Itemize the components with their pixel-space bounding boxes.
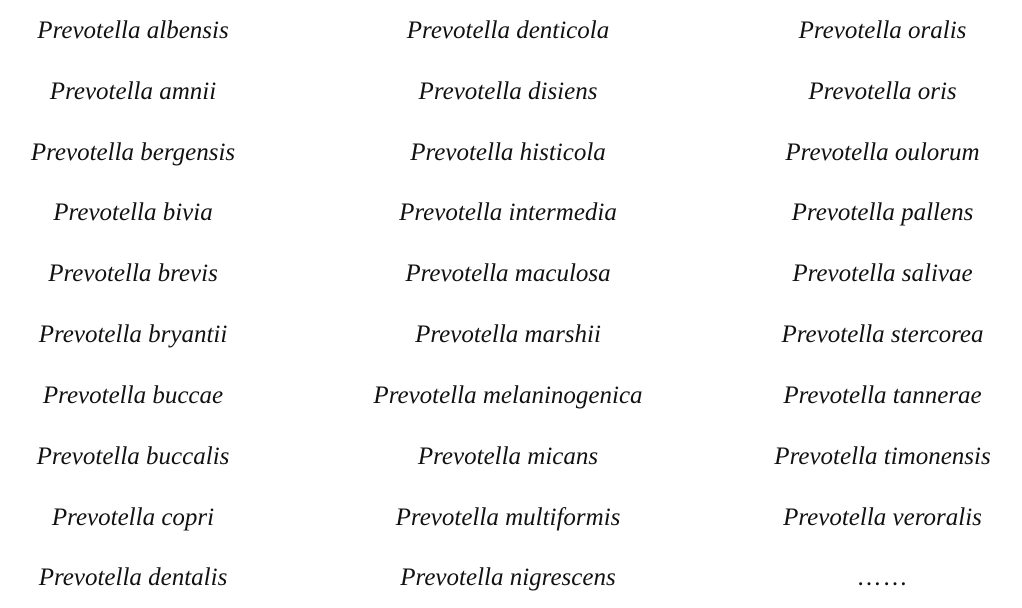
species-name: Prevotella melaninogenica bbox=[373, 382, 643, 409]
species-name: Prevotella copri bbox=[51, 504, 215, 531]
species-name: Prevotella oulorum bbox=[785, 139, 980, 166]
species-name: Prevotella stercorea bbox=[781, 321, 984, 348]
species-column-2 bbox=[355, 0, 661, 608]
species-name: Prevotella maculosa bbox=[405, 260, 611, 287]
species-name: Prevotella micans bbox=[417, 443, 599, 470]
species-name: Prevotella marshii bbox=[415, 321, 601, 348]
species-name: Prevotella dentalis bbox=[38, 564, 228, 591]
species-column-1 bbox=[0, 0, 266, 608]
species-name: Prevotella pallens bbox=[791, 199, 974, 226]
species-name: Prevotella histicola bbox=[410, 139, 606, 166]
species-name: Prevotella oralis bbox=[798, 17, 967, 44]
species-name: Prevotella salivae bbox=[792, 260, 973, 287]
species-name: Prevotella bivia bbox=[53, 199, 213, 226]
species-name: Prevotella amnii bbox=[49, 78, 217, 105]
species-name: Prevotella intermedia bbox=[399, 199, 617, 226]
species-name: Prevotella tannerae bbox=[783, 382, 982, 409]
species-name: Prevotella albensis bbox=[37, 17, 229, 44]
species-name: Prevotella bryantii bbox=[38, 321, 228, 348]
continuation-ellipsis: …… bbox=[856, 564, 909, 591]
species-name: Prevotella oris bbox=[808, 78, 957, 105]
species-column-3 bbox=[750, 0, 1015, 608]
species-name: Prevotella disiens bbox=[418, 78, 598, 105]
species-name: Prevotella buccae bbox=[42, 382, 224, 409]
species-name: Prevotella multiformis bbox=[395, 504, 621, 531]
species-name: Prevotella bergensis bbox=[30, 139, 236, 166]
species-name: Prevotella denticola bbox=[406, 17, 610, 44]
species-name: Prevotella nigrescens bbox=[400, 564, 616, 591]
species-name: Prevotella veroralis bbox=[783, 504, 982, 531]
species-name: Prevotella timonensis bbox=[774, 443, 991, 470]
species-name: Prevotella brevis bbox=[48, 260, 218, 287]
species-name: Prevotella buccalis bbox=[36, 443, 230, 470]
